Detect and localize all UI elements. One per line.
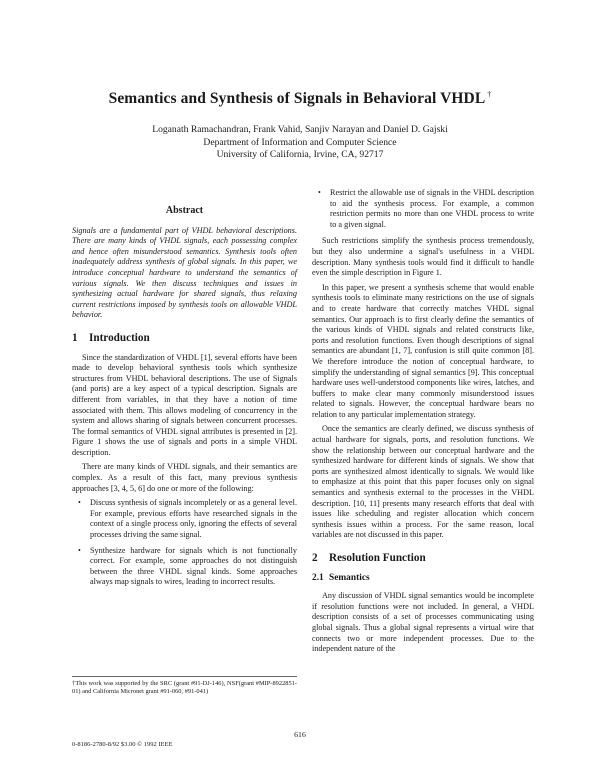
intro-bullet-list xyxy=(72,498,297,588)
abstract-text: Signals are a fundamental part of VHDL behavioral descriptions. There are many kinds of VHDL signals, each possessing complex and hence often misunderstood semantics. Synthesis tools often inadequately address synthesis of global signals. In this paper, we introduce conceptual hardware to understand the semantics of various signals. We then discuss techniques and issues in synthesizing actual hardware for shared signals, thus relaxing current restrictions imposed by synthesis tools on allowable VHDL behavior. xyxy=(72,225,297,320)
intro-paragraph-2: There are many kinds of VHDL signals, and their semantics are complex. As a result of this fact, many previous synthesis approaches [3, 4, 5, 6] do one or more of the following: xyxy=(72,462,297,493)
section-heading-resolution-function xyxy=(312,553,534,564)
author-block xyxy=(0,124,600,162)
section-heading-introduction xyxy=(72,333,297,344)
abstract-heading: Abstract xyxy=(165,205,204,216)
intro-paragraph-5: Once the semantics are clearly defined, we discuss synthesis of actual hardware for signals, ports, and resolution functions. We show the relationship between our conceptual hardware and the synthesized hardware for different kinds of signals. We show that ports are synthesized almost identically to signals. We would like to emphasize at this point that this paper focuses only on signal semantics and synthesis external to the processes in the VHDL description. [10, 11] presents many research efforts that deal with issues like scheduling and register allocation which concern synthesis issues within a process. For the same reason, local variables are not discussed in this paper. xyxy=(312,424,534,540)
subsection-number: 2.1 xyxy=(312,572,324,583)
title-footnote-mark: † xyxy=(487,90,492,99)
section-title: Resolution Function xyxy=(329,552,426,564)
subsection-heading-semantics xyxy=(312,573,534,584)
intro-paragraph-4: In this paper, we present a synthesis scheme that would enable synthesis tools to eliminate many restrictions on the use of signals and to create hardware that correctly matches VHDL signal semantics. Our approach is to first clearly define the semantics of the various kinds of VHDL signals and related constructs like, ports and resolution functions. Even though descriptions of signal semantics are abundant [1, 7], confusion is still quite common [8]. We therefore introduce the notion of conceptual hardware, to simplify the understanding of signal semantics [9]. This conceptual hardware uses well-understood components like wires, latches, and buffers to make clear many commonly misunderstood issues related to signals. However, the conceptual hardware bears no relation to any particular implementation strategy. xyxy=(312,282,534,419)
bullet-text: Discuss synthesis of signals incompletely or as a general level. For example, previous efforts have researched signals in the context of a single process only, ignoring the effects of several processes driving the same signal. xyxy=(90,498,297,540)
intro-bullet-1 xyxy=(72,498,297,540)
author-university: University of California, Irvine, CA, 92717 xyxy=(216,149,384,160)
intro-paragraph-3: Such restrictions simplify the synthesis process tremendously, but they also undermine a signal's usefulness in a VHDL description. Many synthesis tools would find it difficult to handle even the simple description in Figure 1. xyxy=(312,236,534,278)
title-text: Semantics and Synthesis of Signals in Behavioral VHDL xyxy=(108,90,486,108)
bullet-icon: • xyxy=(318,188,321,197)
section-number: 1 xyxy=(72,331,78,344)
bullet-icon: • xyxy=(78,545,81,555)
section-number: 2 xyxy=(312,552,318,564)
left-column xyxy=(72,206,297,594)
author-names: Loganath Ramachandran, Frank Vahid, Sanjiv Narayan and Daniel D. Gajski xyxy=(152,124,448,135)
semantics-paragraph: Any discussion of VHDL signal semantics would be incomplete if resolution functions were not included. In general, a VHDL description consists of a set of processes communicating using global signals. Thus a global signal represents a virtual wire that connects two or more independent processes. Due to the independent nature of the xyxy=(312,591,534,654)
subsection-title: Semantics xyxy=(329,572,370,583)
intro-bullet-3 xyxy=(312,188,534,230)
footnote: †This work was supported by the SRC (grant #91-DJ-146), NSF(grant #MIP-8922851-01) and California Micronet grant #91-060, #91-041) xyxy=(72,676,297,696)
paper-title xyxy=(0,90,600,108)
copyright-line: 0-8186-2780-8/92 $3.00 © 1992 IEEE xyxy=(72,741,173,748)
page-number: 616 xyxy=(294,730,306,739)
right-column xyxy=(312,184,534,659)
right-bullet-list xyxy=(312,188,534,230)
author-department: Department of Information and Computer Science xyxy=(203,136,397,148)
intro-bullet-2 xyxy=(72,546,297,588)
bullet-text: Restrict the allowable use of signals in the VHDL description to aid the synthesis process. For example, a common restriction permits no more than one VHDL process to write to a given signal. xyxy=(330,188,534,229)
intro-paragraph-1: Since the standardization of VHDL [1], several efforts have been made to develop behavioral synthesis tools which synthesize structures from VHDL behavioral descriptions. The use of Signals (and ports) are a key aspect of a typical description. Signals are different from variables, in that they have a notion of time associated with them. This allows modeling of concurrency in the system and allows sharing of signals between concurrent processes. The formal semantics of VHDL signal attributes is presented in [2]. Figure 1 shows the use of signals and ports in a simple VHDL description. xyxy=(72,352,297,457)
bullet-text: Synthesize hardware for signals which is not functionally correct. For example, some approaches do not distinguish between the three VHDL signal kinds. Some approaches always map signals to wires, leading to incorrect results. xyxy=(90,545,297,587)
bullet-icon: • xyxy=(78,498,81,508)
section-title: Introduction xyxy=(89,331,150,344)
